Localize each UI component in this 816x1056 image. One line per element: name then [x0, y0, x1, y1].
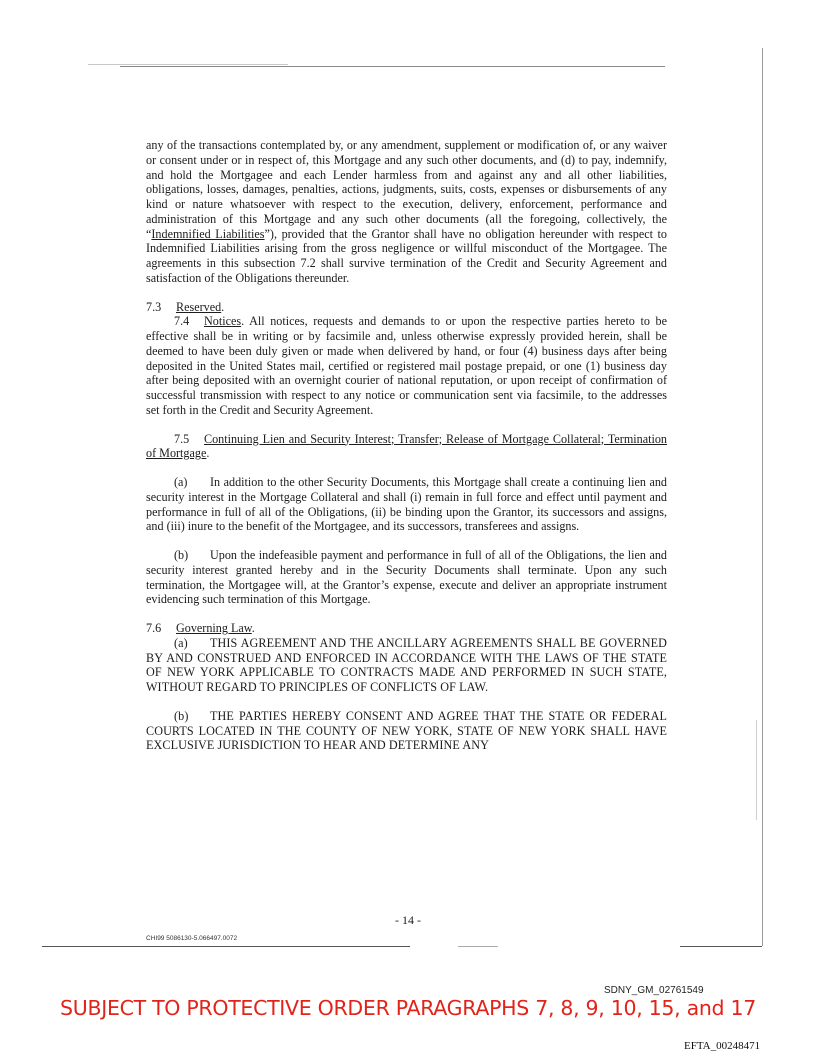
section-7-4: 7.4 Notices. All notices, requests and demands to or upon the respective parties hereto to be effective shall be in writing or by facsimile and, unless otherwise expressly provided herein, shall be deemed to have been duly given or made when delivered by hand, or four (4) business days after being deposited in the United States mail, certified or registered mail postage prepaid, or one (1) business day after being deposited with an overnight courier of national reputation, or upon receipt of confirmation of successful transmission with respect to any notice or communication sent via facsimile, to the addresses set forth in the Credit and Security Agreement. [146, 314, 667, 417]
section-7-6-b-label: (b) [174, 708, 189, 723]
intro-text-2: ”), provided that the Grantor shall have no obligation hereunder with respect to Indemnified Liabilities arising from the gross negligence or willful misconduct of the Mortgagee. The agreements in this subsection 7.2 shall survive termination of the Credit and Security Agreement and satisfaction of the Obligations thereunder. [146, 226, 667, 285]
section-7-5-title: Continuing Lien and Security Interest; Transfer; Release of Mortgage Collateral; Termination of Mortgage [146, 431, 667, 461]
scan-bottom-rule-right [680, 946, 762, 947]
section-7-6-heading: 7.6 Governing Law. [146, 621, 255, 635]
section-7-5-b [146, 548, 667, 607]
document-body [146, 138, 667, 753]
section-7-3-number: 7.3 [146, 299, 162, 314]
scan-top-rule [120, 66, 665, 67]
scan-right-edge [762, 48, 763, 946]
scan-bottom-rule [42, 946, 410, 947]
section-7-5-a-label: (a) [174, 475, 188, 489]
section-7-5-b-text: Upon the indefeasible payment and performance in full of all of the Obligations, the lien and security interest granted hereby and in the Security Documents shall terminate. Upon any such termination, the Mortgagee will, at the Grantor’s expense, execute and deliver an appropriate instrument evidencing such termination of this Mortgage. [146, 548, 667, 607]
section-7-5-b-label: (b) [174, 548, 189, 562]
section-7-4-title: Notices [204, 314, 242, 329]
document-id: CHI99 5086130-5.066497.0072 [146, 935, 238, 942]
section-7-6-a-text: THIS AGREEMENT AND THE ANCILLARY AGREEMENTS SHALL BE GOVERNED BY AND CONSTRUED AND ENFORCED IN ACCORDANCE WITH THE LAWS OF THE STATE OF NEW YORK APPLICABLE TO CONTRACTS MADE AND PERFORMED IN SUCH STATE, WITHOUT REGARD TO PRINCIPLES OF CONFLICTS OF LAW. [146, 635, 667, 694]
defined-term-indemnified-liabilities: Indemnified Liabilities [151, 226, 265, 241]
section-7-6-a-label: (a) [174, 635, 188, 650]
scan-top-rule-faint [88, 64, 288, 65]
section-7-6-a [146, 636, 667, 695]
section-7-3-title: Reserved [176, 299, 222, 314]
intro-paragraph [146, 138, 667, 286]
efta-number: EFTA_00248471 [684, 1040, 761, 1052]
section-7-4-text: All notices, requests and demands to or upon the respective parties hereto to be effective shall be in writing or by facsimile and, unless otherwise expressly provided herein, shall be deemed to have been duly given or made when delivered by hand, or four (4) business days after being deposited in the United States mail, certified or registered mail postage prepaid, or one (1) business day after being deposited with an overnight courier of national reputation, or upon receipt of confirmation of successful transmission with respect to any notice or communication sent via facsimile, to the addresses set forth in the Credit and Security Agreement. [146, 314, 667, 417]
section-7-6-b-text: THE PARTIES HEREBY CONSENT AND AGREE THAT THE STATE OR FEDERAL COURTS LOCATED IN THE COUNTY OF NEW YORK, STATE OF NEW YORK SHALL HAVE EXCLUSIVE JURISDICTION TO HEAR AND DETERMINE ANY [146, 708, 667, 753]
page-number: - 14 - [395, 913, 421, 927]
protective-order-notice: SUBJECT TO PROTECTIVE ORDER PARAGRAPHS 7, 8, 9, 10, 15, and 17 [60, 996, 756, 1020]
section-7-4-number: 7.4 [174, 314, 190, 329]
scan-right-edge-faint [756, 720, 757, 820]
scan-bottom-dash [458, 946, 498, 947]
section-7-5-number: 7.5 [174, 431, 190, 446]
section-7-5-heading: 7.5 Continuing Lien and Security Interest; Transfer; Release of Mortgage Collateral; Termination of Mortgage. [146, 431, 667, 461]
section-7-6-b [146, 709, 667, 753]
bates-number: SDNY_GM_02761549 [604, 985, 704, 996]
section-7-5-a-text: In addition to the other Security Documents, this Mortgage shall create a continuing lien and security interest in the Mortgage Collateral and shall (i) remain in full force and effect until payment and performance in full of all of the Obligations, (ii) be binding upon the Grantor, its successors and assigns, and (iii) inure to the benefit of the Mortgagee, and its successors, transferees and assigns. [146, 475, 667, 534]
intro-text-1: any of the transactions contemplated by, or any amendment, supplement or modification of, or any waiver or consent under or in respect of, this Mortgage and any such other documents, and (d) to pay, indemnify, and hold the Mortgagee and each Lender harmless from and against any and all other liabilities, obligations, losses, damages, penalties, actions, judgments, suits, costs, expenses or disbursements of any kind or nature whatsoever with respect to the execution, delivery, enforcement, performance and administration of this Mortgage and any such other documents (all the foregoing, collectively, the “ [146, 138, 667, 241]
section-7-6-title: Governing Law [176, 621, 252, 635]
section-7-5-a [146, 475, 667, 534]
section-7-3-heading: 7.3 Reserved. [146, 299, 225, 314]
section-7-6-number: 7.6 [146, 621, 162, 635]
